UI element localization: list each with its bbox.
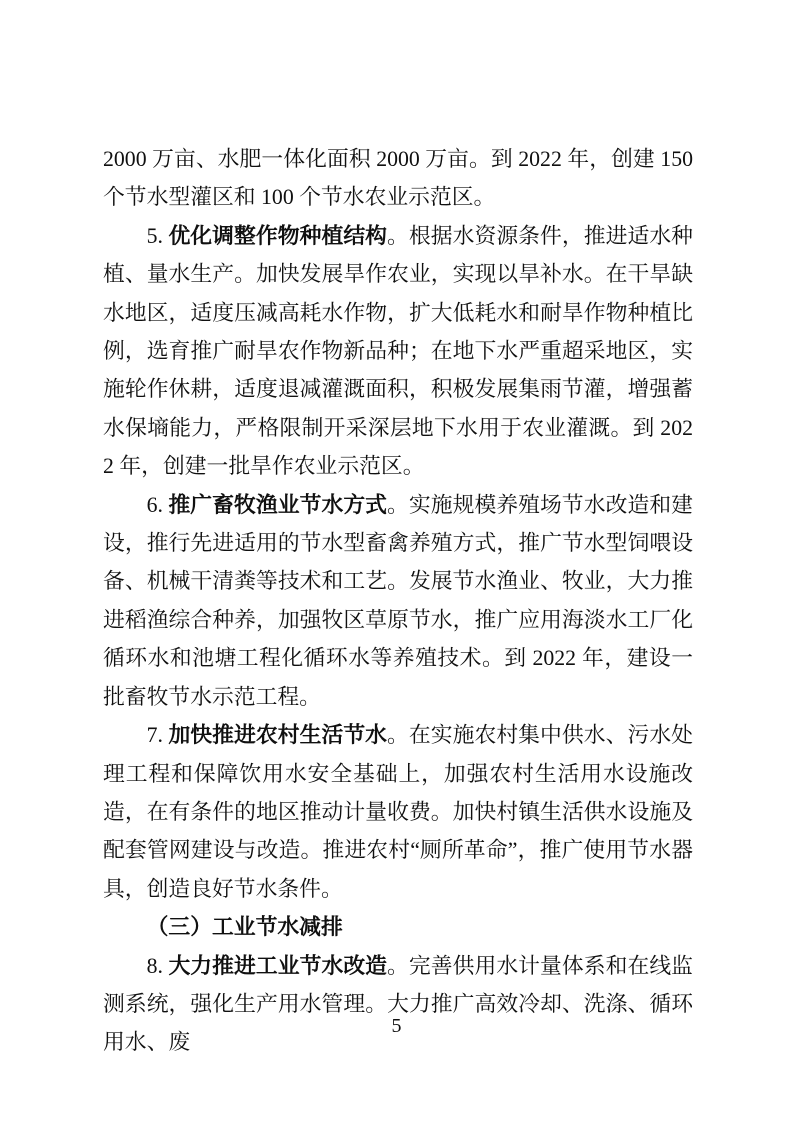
text-run: 。完善供用水计量体系和在线监测系统，强化生产用水管理。大力推广高效冷却、洗涤、循环用水、废: [103, 953, 693, 1055]
bold-text-run: 优化调整作物种植结构: [168, 223, 388, 248]
section-heading: [103, 908, 693, 946]
document-body: [103, 140, 693, 1062]
text-run: 。实施规模养殖场节水改造和建设，推行先进适用的节水型畜禽养殖方式，推广节水型饲喂设备、机械干清粪等技术和工艺。发展节水渔业、牧业，大力推进稻渔综合种养，加强牧区草原节水，推广应用海淡水工厂化循环水和池塘工程化循环水等养殖技术。到 2022 年，建设一批畜牧节水示范工程。: [103, 492, 693, 709]
paragraph: [103, 947, 693, 1062]
text-run: 。在实施农村集中供水、污水处理工程和保障饮用水安全基础上，加强农村生活用水设施改造，在有条件的地区推动计量收费。加快村镇生活供水设施及配套管网建设与改造。推进农村“厕所革命”，推广使用节水器具，创造良好节水条件。: [103, 723, 693, 901]
bold-text-run: 大力推进工业节水改造: [168, 953, 388, 978]
bold-text-run: 加快推进农村生活节水: [168, 723, 388, 748]
paragraph: [103, 486, 693, 716]
text-run: 8.: [146, 953, 169, 978]
bold-text-run: （三）工业节水减排: [146, 915, 343, 940]
paragraph: [103, 140, 693, 217]
text-run: 7.: [146, 723, 169, 748]
text-run: 5.: [146, 223, 169, 248]
page-number: 5: [391, 1015, 402, 1037]
text-run: 2000 万亩、水肥一体化面积 2000 万亩。到 2022 年，创建 150 个节水型灌区和 100 个节水农业示范区。: [103, 147, 693, 210]
text-run: 。根据水资源条件，推进适水种植、量水生产。加快发展旱作农业，实现以旱补水。在干旱缺水地区，适度压减高耗水作物，扩大低耗水和耐旱作物种植比例，选育推广耐旱农作物新品种；在地下水严重超采地区，实施轮作休耕，适度退减灌溉面积，积极发展集雨节灌，增强蓄水保墒能力，严格限制开采深层地下水用于农业灌溉。到 2022 年，创建一批旱作农业示范区。: [103, 223, 693, 479]
paragraph: [103, 217, 693, 486]
text-run: 6.: [146, 492, 169, 517]
bold-text-run: 推广畜牧渔业节水方式: [168, 492, 388, 517]
paragraph: [103, 716, 693, 908]
